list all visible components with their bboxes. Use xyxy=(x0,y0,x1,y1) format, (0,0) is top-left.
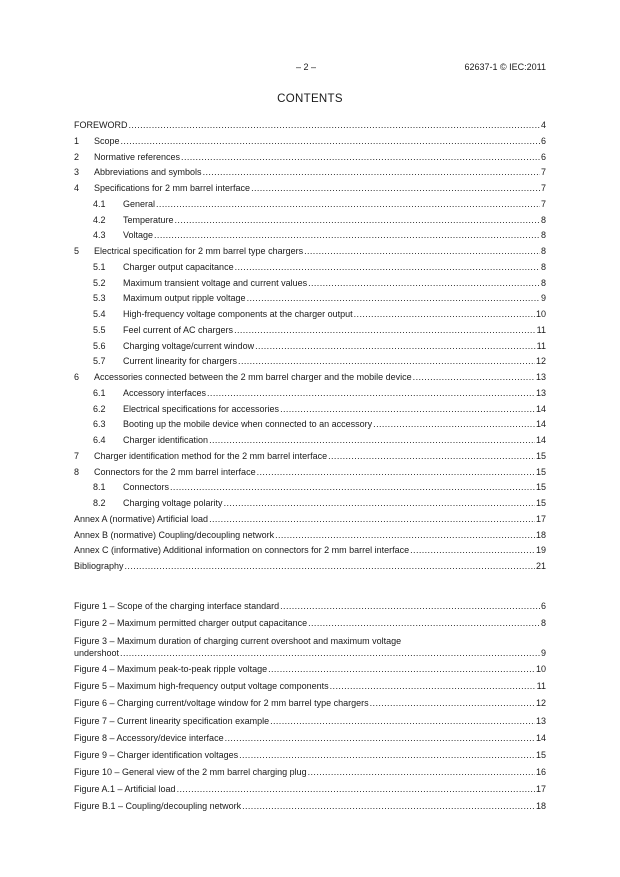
dot-leader xyxy=(209,513,535,526)
toc-entry-title: Bibliography xyxy=(74,561,124,571)
toc-entry-page: 14 xyxy=(535,403,546,414)
toc-entry-page: 8 xyxy=(540,277,546,288)
figure-entry[interactable] xyxy=(74,600,546,613)
dot-leader xyxy=(247,292,540,305)
toc-entry-number: 4.1 xyxy=(93,198,106,209)
toc-entry-page: 21 xyxy=(535,561,546,571)
toc-entry-title: Abbreviations and symbols xyxy=(94,167,202,178)
toc-entry[interactable] xyxy=(74,387,546,400)
dot-leader xyxy=(280,403,535,416)
figure-entry-title: Figure B.1 – Coupling/decoupling network xyxy=(74,801,242,811)
toc-entry-number: 4.2 xyxy=(93,214,106,225)
toc-entry[interactable] xyxy=(74,135,546,148)
toc-entry[interactable] xyxy=(74,261,546,274)
dot-leader xyxy=(175,214,540,227)
toc-entry-page: 13 xyxy=(535,372,546,382)
dot-leader xyxy=(410,544,535,557)
figure-entry-page: 17 xyxy=(535,783,546,794)
figure-entry-title: Figure 5 – Maximum high-frequency output voltage components xyxy=(74,681,329,692)
toc-entry-number: 4.3 xyxy=(93,230,106,241)
figure-entry-title-continued: undershoot xyxy=(74,648,120,659)
toc-entry-page: 15 xyxy=(535,482,546,493)
toc-entry-title: FOREWORD xyxy=(74,120,128,130)
toc-entry-title: Connectors xyxy=(123,482,170,493)
toc-entry-page: 15 xyxy=(535,466,546,477)
figure-entry-title: Figure 1 – Scope of the charging interface standard xyxy=(74,601,280,611)
figure-entry-title: Figure 9 – Charger identification voltages xyxy=(74,749,239,760)
dot-leader xyxy=(125,560,535,573)
toc-entry[interactable] xyxy=(74,324,546,337)
toc-entry[interactable] xyxy=(74,418,546,431)
figure-entry-title: Figure 3 – Maximum duration of charging current overshoot and maximum voltage xyxy=(74,636,402,647)
toc-entry-page: 11 xyxy=(536,340,546,351)
figure-entry-title: Figure A.1 – Artificial load xyxy=(74,783,176,794)
toc-entry-title: Charger identification method for the 2 mm barrel interface xyxy=(94,450,328,461)
toc-entry-title: Normative references xyxy=(94,151,181,162)
toc-entry-number: 5.7 xyxy=(93,356,106,367)
toc-entry-page: 10 xyxy=(535,309,546,319)
figure-entry[interactable] xyxy=(74,766,546,779)
toc-entry-page: 7 xyxy=(540,183,546,193)
figure-entry[interactable] xyxy=(74,749,546,762)
figure-entry-page: 11 xyxy=(536,681,546,692)
toc-entry-number: 6.1 xyxy=(93,387,106,398)
dot-leader xyxy=(330,680,536,693)
dot-leader xyxy=(177,783,535,796)
dot-leader xyxy=(242,800,535,813)
toc-entry-page: 14 xyxy=(535,419,546,430)
dot-leader xyxy=(239,749,535,762)
toc-entry-title: Voltage xyxy=(123,230,154,241)
figure-entry-title: Figure 7 – Current linearity specification example xyxy=(74,715,270,726)
dot-leader xyxy=(413,371,535,384)
figure-entry[interactable] xyxy=(74,617,546,630)
dot-leader xyxy=(207,387,535,400)
toc-entry[interactable] xyxy=(74,214,546,227)
toc-entry-number: 6.3 xyxy=(93,419,106,430)
toc-entry-page: 7 xyxy=(540,198,546,209)
toc-entry-title: Scope xyxy=(94,135,120,146)
figure-entry-page: 14 xyxy=(535,732,546,743)
toc-entry[interactable] xyxy=(74,308,546,321)
dot-leader xyxy=(354,308,535,321)
dot-leader xyxy=(257,466,535,479)
figure-entry[interactable] xyxy=(74,783,546,796)
dot-leader xyxy=(121,135,540,148)
toc-entry-title: Accessories connected between the 2 mm barrel charger and the mobile device xyxy=(94,372,412,382)
figure-entry-title: Figure 2 – Maximum permitted charger output capacitance xyxy=(74,618,308,629)
figure-entry[interactable] xyxy=(74,663,546,676)
toc-entry-title: Annex C (informative) Additional information on connectors for 2 mm barrel interface xyxy=(74,545,410,556)
toc-entry-page: 8 xyxy=(540,261,546,272)
toc-entry-page: 13 xyxy=(535,387,546,398)
toc-entry-number: 5.6 xyxy=(93,340,106,351)
dot-leader xyxy=(203,166,540,179)
toc-entry-page: 6 xyxy=(540,151,546,162)
figure-entry-page: 16 xyxy=(535,766,546,777)
toc-entry[interactable] xyxy=(74,481,546,494)
toc-entry[interactable] xyxy=(74,119,546,132)
dot-leader xyxy=(209,434,535,447)
toc-entry-title: Connectors for the 2 mm barrel interface xyxy=(94,466,256,477)
toc-entry-title: Charger output capacitance xyxy=(123,261,234,272)
toc-entry-page: 8 xyxy=(540,230,546,241)
toc-entry-number: 7 xyxy=(74,450,80,461)
figure-entry[interactable] xyxy=(74,635,546,659)
toc-entry[interactable] xyxy=(74,497,546,510)
toc-entry-title: Specifications for 2 mm barrel interface xyxy=(94,183,251,193)
figure-entry[interactable] xyxy=(74,680,546,693)
toc-entry-number: 5 xyxy=(74,246,80,256)
figure-entry-page: 10 xyxy=(535,664,546,675)
toc-entry-page: 11 xyxy=(536,324,546,335)
toc-entry-page: 17 xyxy=(535,513,546,524)
figure-entry-page: 6 xyxy=(540,601,546,611)
figure-entry-title: Figure 10 – General view of the 2 mm barrel charging plug xyxy=(74,766,307,777)
toc-entry[interactable] xyxy=(74,198,546,211)
toc-entry-number: 5.4 xyxy=(93,309,106,319)
toc-entry[interactable] xyxy=(74,560,546,573)
toc-entry-title: General xyxy=(123,198,156,209)
toc-entry-number: 8.2 xyxy=(93,498,106,508)
toc-entry[interactable] xyxy=(74,513,546,526)
dot-leader xyxy=(275,529,535,542)
toc-entry-title: Annex B (normative) Coupling/decoupling network xyxy=(74,529,275,540)
dot-leader xyxy=(251,182,540,195)
toc-entry[interactable] xyxy=(74,434,546,447)
page-header xyxy=(74,62,546,74)
figure-entry-page: 18 xyxy=(535,801,546,811)
toc-entry-number: 8 xyxy=(74,466,80,477)
toc-entry-title: Charger identification xyxy=(123,435,209,445)
dot-leader xyxy=(154,229,540,242)
dot-leader xyxy=(129,119,540,132)
document-id: 62637-1 © IEC:2011 xyxy=(464,62,546,72)
dot-leader xyxy=(235,261,540,274)
figure-entry-continuation xyxy=(74,647,546,659)
dot-leader xyxy=(156,198,540,211)
figure-entry[interactable] xyxy=(74,732,546,745)
dot-leader xyxy=(170,481,535,494)
dot-leader xyxy=(270,715,535,728)
toc-entry[interactable] xyxy=(74,245,546,258)
toc-entry-number: 6 xyxy=(74,372,80,382)
toc-entry-page: 7 xyxy=(540,167,546,178)
toc-entry[interactable] xyxy=(74,529,546,542)
toc-entry-number: 1 xyxy=(74,135,80,146)
figure-entry[interactable] xyxy=(74,800,546,813)
toc-entry-number: 5.3 xyxy=(93,293,106,304)
toc-entry-page: 15 xyxy=(535,450,546,461)
toc-entry-title: Annex A (normative) Artificial load xyxy=(74,513,209,524)
toc-entry-page: 6 xyxy=(540,135,546,146)
dot-leader xyxy=(280,600,540,613)
toc-entry-page: 8 xyxy=(540,246,546,256)
toc-entry-title: Accessory interfaces xyxy=(123,387,207,398)
toc-entry-page: 4 xyxy=(540,120,546,130)
dot-leader xyxy=(304,245,540,258)
toc-entry-title: Maximum transient voltage and current values xyxy=(123,277,308,288)
toc-entry-number: 5.1 xyxy=(93,261,106,272)
figure-entry-title: Figure 6 – Charging current/voltage window for 2 mm barrel type chargers xyxy=(74,698,369,709)
figure-entry-page: 8 xyxy=(540,618,546,629)
toc-entry[interactable] xyxy=(74,371,546,384)
toc-entry-title: Temperature xyxy=(123,214,174,225)
dot-leader xyxy=(255,340,536,353)
toc-entry-number: 5.2 xyxy=(93,277,106,288)
toc-entry-number: 5.5 xyxy=(93,324,106,335)
toc-entry-title: High-frequency voltage components at the charger output xyxy=(123,309,353,319)
dot-leader xyxy=(328,450,535,463)
toc-entry[interactable] xyxy=(74,166,546,179)
toc-entry-page: 18 xyxy=(535,529,546,540)
dot-leader xyxy=(308,277,540,290)
toc-entry-number: 4 xyxy=(74,183,80,193)
dot-leader xyxy=(181,151,540,164)
dot-leader xyxy=(238,355,535,368)
dot-leader xyxy=(268,663,535,676)
page-title: CONTENTS xyxy=(277,93,343,105)
toc-entry-number: 3 xyxy=(74,167,80,178)
toc-entry-number: 8.1 xyxy=(93,482,106,493)
dot-leader xyxy=(224,497,535,510)
figure-entry[interactable] xyxy=(74,697,546,710)
toc-entry[interactable] xyxy=(74,355,546,368)
toc-entry-page: 9 xyxy=(540,293,546,304)
dot-leader xyxy=(225,732,535,745)
dot-leader xyxy=(373,418,535,431)
toc-entry-title: Charging voltage/current window xyxy=(123,340,255,351)
toc-entry[interactable] xyxy=(74,292,546,305)
toc-entry-page: 19 xyxy=(535,545,546,556)
toc-entry[interactable] xyxy=(74,229,546,242)
toc-entry-number: 6.2 xyxy=(93,403,106,414)
toc-entry-title: Electrical specifications for accessories xyxy=(123,403,280,414)
toc-entry-title: Current linearity for chargers xyxy=(123,356,238,367)
dot-leader xyxy=(234,324,536,337)
figure-entry-page: 15 xyxy=(535,749,546,760)
toc-entry-page: 14 xyxy=(535,435,546,445)
toc-entry-title: Feel current of AC chargers xyxy=(123,324,234,335)
toc-entry-page: 8 xyxy=(540,214,546,225)
toc-entry[interactable] xyxy=(74,466,546,479)
page-number: – 2 – xyxy=(296,62,317,72)
figure-entry-page: 12 xyxy=(535,698,546,709)
dot-leader xyxy=(308,766,535,779)
toc-entry-number: 2 xyxy=(74,151,80,162)
toc-entry[interactable] xyxy=(74,151,546,164)
toc-entry-title: Charging voltage polarity xyxy=(123,498,223,508)
toc-entry[interactable] xyxy=(74,277,546,290)
dot-leader xyxy=(370,697,535,710)
dot-leader xyxy=(120,647,540,659)
toc-entry-number: 6.4 xyxy=(93,435,106,445)
toc-entry-page: 12 xyxy=(535,356,546,367)
toc-entry-title: Booting up the mobile device when connected to an accessory xyxy=(123,419,373,430)
toc-entry-title: Maximum output ripple voltage xyxy=(123,293,246,304)
figure-entry-page: 13 xyxy=(535,715,546,726)
dot-leader xyxy=(308,617,540,630)
toc-entry[interactable] xyxy=(74,403,546,416)
toc-entry[interactable] xyxy=(74,182,546,195)
figure-entry-page: 9 xyxy=(540,648,546,659)
toc-entry[interactable] xyxy=(74,450,546,463)
figure-entry[interactable] xyxy=(74,715,546,728)
toc-entry[interactable] xyxy=(74,340,546,353)
figure-entry-title: Figure 8 – Accessory/device interface xyxy=(74,732,224,743)
toc-entry[interactable] xyxy=(74,544,546,557)
toc-entry-title: Electrical specification for 2 mm barrel type chargers xyxy=(94,246,304,256)
figure-entry-title: Figure 4 – Maximum peak-to-peak ripple voltage xyxy=(74,664,268,675)
toc-entry-page: 15 xyxy=(535,498,546,508)
